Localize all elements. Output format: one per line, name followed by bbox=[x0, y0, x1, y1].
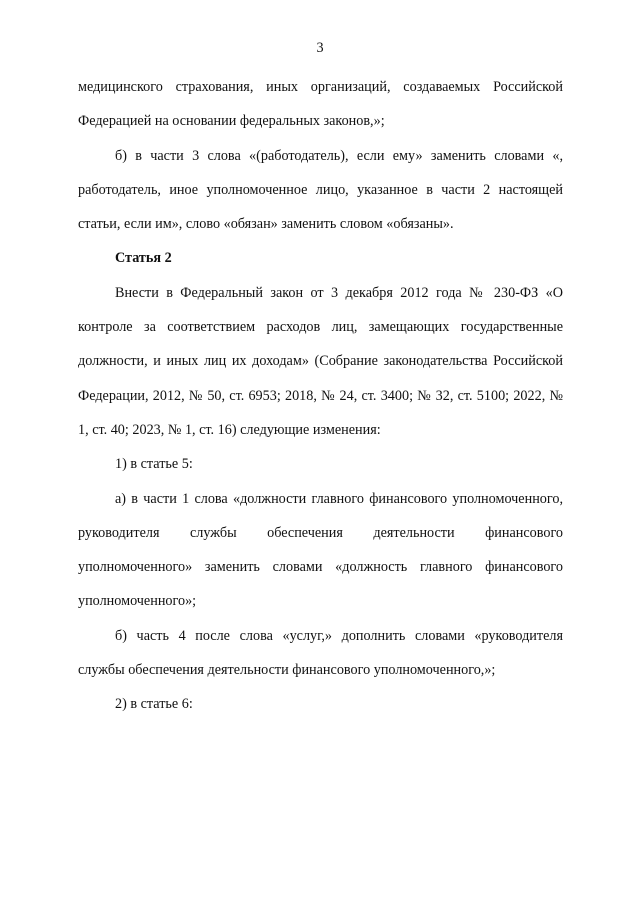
article-heading: Статья 2 bbox=[115, 250, 172, 267]
paragraph-item-b-part-4: б) часть 4 после слова «услуг,» дополнить словами «руководителя службы обеспечения деятельности финансового уполномоченного,»; bbox=[78, 627, 563, 679]
paragraph-continuation: медицинского страхования, иных организаций, создаваемых Российской Федерацией на основании федеральных законов,»; bbox=[78, 79, 563, 130]
paragraph-item-a: а) в части 1 слова «должности главного финансового уполномоченного, руководителя службы обеспечения деятельности финансового уполномоченного» заменить словами «должность главного финансового уполномоченного»; bbox=[78, 490, 563, 610]
document-body bbox=[78, 70, 563, 722]
paragraph-item-1: 1) в статье 5: bbox=[115, 456, 193, 473]
paragraph-item-b-part-3: б) в части 3 слова «(работодатель), если ему» заменить словами «, работодатель, иное уполномоченное лицо, указанное в части 2 настоящей статьи, если им», слово «обязан» заменить словом «обязаны». bbox=[78, 147, 563, 233]
page-number: 3 bbox=[316, 40, 324, 56]
paragraph-amendment-intro: Внести в Федеральный закон от 3 декабря 2012 года № 230-ФЗ «О контроле за соответствием расходов лиц, замещающих государственные должности, и иных лиц их доходам» (Собрание законодательства Российской Федерации, 2012, № 50, ст. 6953; 2018, № 24, ст. 3400; № 32, ст. 5100; 2022, № 1, ст. 40; 2023, № 1, ст. 16) следующие изменения: bbox=[78, 284, 563, 438]
paragraph-item-2: 2) в статье 6: bbox=[115, 696, 193, 713]
